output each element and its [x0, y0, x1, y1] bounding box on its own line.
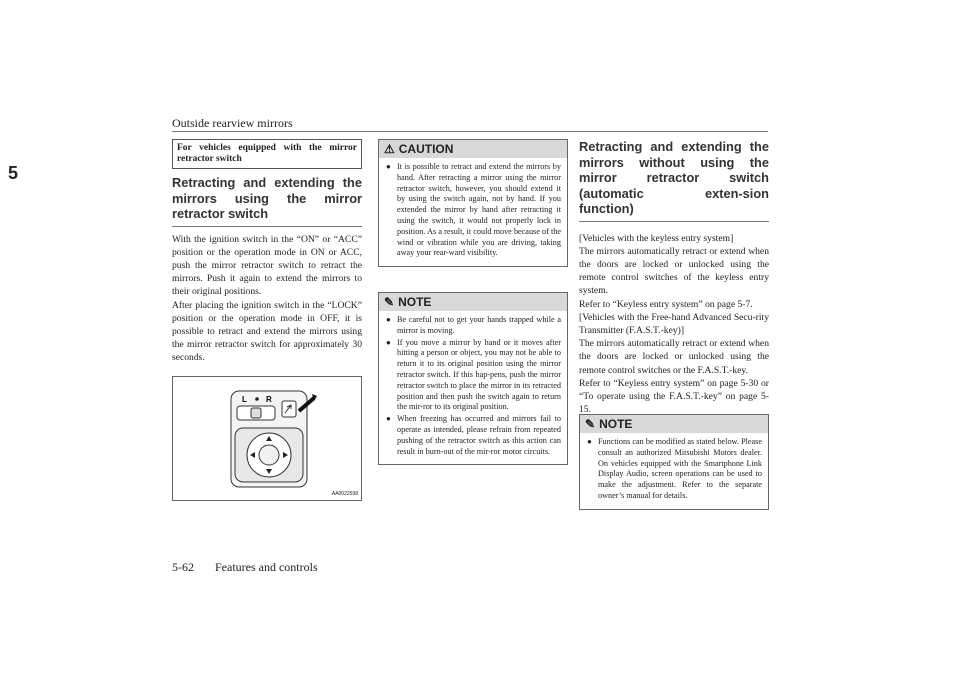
- right-mirror-label: R: [266, 395, 272, 404]
- note-item: ● If you move a mirror by hand or it moves after hitting a person or object, you may not be able to return it to its original position using the mirror retractor switch. If this hap-pens, push the mirror retractor switch to place the mirror in its retracted position and then push the switch again to return the mir-ror to its original position.: [386, 338, 561, 414]
- chapter-number: 5: [8, 163, 19, 183]
- body-paragraph: The mirrors automatically retract or extend when the doors are locked or unlocked using the remote control switches or the F.A.S.T.-key.: [579, 338, 769, 376]
- section-title-automatic: Retracting and extending the mirrors without using the mirror retractor switch (automatic exten-sion function): [579, 139, 769, 222]
- body-paragraph: With the ignition switch in the “ON” or “ACC” position or the operation mode in ON or ACC, push the mirror retractor switch to retract the mirrors. Push it again to extend the mirrors to their original positions.: [172, 233, 362, 298]
- note-heading: NOTE: [398, 295, 432, 309]
- note-item: ● When freezing has occurred and mirrors fail to operate as intended, please refrain from repeated pushing of the retractor switch as this action can result in burn-out of the mir-ror motor circuits.: [386, 414, 561, 457]
- caution-heading: CAUTION: [398, 142, 454, 156]
- note-list: [379, 311, 567, 464]
- page-header-title: Outside rearview mirrors: [172, 116, 293, 130]
- mirror-switch-drawing: [173, 377, 361, 500]
- section-title-with-switch: Retracting and extending the mirrors using the mirror retractor switch: [172, 175, 362, 227]
- body-paragraph: [Vehicles with the keyless entry system]: [579, 232, 734, 244]
- caution-panel: [378, 139, 568, 267]
- page-footer: [172, 560, 336, 575]
- page-number: 5-62: [172, 560, 194, 574]
- footer-section: Features and controls: [215, 560, 318, 574]
- note-panel: [378, 292, 568, 465]
- note-list: [580, 433, 768, 509]
- note-item: ● Functions can be modified as stated below. Please consult an authorized Mitsubishi Motors dealer. On vehicles equipped with the Smartphone Link Display Audio, screen operations can be used to make the adjustment. Refer to the separate owner’s manual for details.: [587, 437, 762, 502]
- mirror-switch-illustration: [172, 376, 362, 501]
- note-pencil-icon: ✎: [585, 417, 596, 431]
- caution-header: [379, 140, 567, 158]
- note-header: [580, 415, 768, 433]
- body-paragraph: Refer to “Keyless entry system” on page 5-30 or “To operate using the F.A.S.T.-key” on page 5-15.: [579, 377, 769, 416]
- note-panel: [579, 414, 769, 510]
- warning-triangle-icon: ⚠: [384, 142, 395, 156]
- left-column: [172, 139, 362, 365]
- body-paragraph: [Vehicles with the Free-hand Advanced Secu-rity Transmitter (F.A.S.T.-key)]: [579, 311, 769, 336]
- vehicle-applicability-box: For vehicles equipped with the mirror retractor switch: [172, 139, 362, 169]
- body-paragraph: Refer to “Keyless entry system” on page 5-7.: [579, 298, 753, 310]
- figure-code: AA0022598: [331, 491, 358, 497]
- header-rule: [172, 131, 768, 132]
- caution-item: ● It is possible to retract and extend the mirrors by hand. After retracting a mirror using the mirror retractor switch, however, you should extend it by using the switch again, not by hand. If you extended the mirror by hand after retracting it using the switch, it would not properly lock in position. As a result, it could move because of the wind or vibration while you are driving, taking away your rear-ward visibility.: [386, 162, 561, 259]
- note-pencil-icon: ✎: [384, 295, 395, 309]
- note-heading: NOTE: [599, 417, 633, 431]
- note-item: ● Be careful not to get your hands trapped while a mirror is moving.: [386, 315, 561, 337]
- left-mirror-label: L: [242, 395, 247, 404]
- body-paragraph: After placing the ignition switch in the “LOCK” position or the operation mode in OFF, it is possible to retract and extend the mirrors using the mirror retractor switch for approximately 30 seconds.: [172, 299, 362, 364]
- caution-list: [379, 158, 567, 266]
- body-paragraph: The mirrors automatically retract or extend when the doors are locked or unlocked using the remote control switches of the keyless entry system.: [579, 245, 769, 297]
- note-header: [379, 293, 567, 311]
- right-column: [579, 139, 769, 416]
